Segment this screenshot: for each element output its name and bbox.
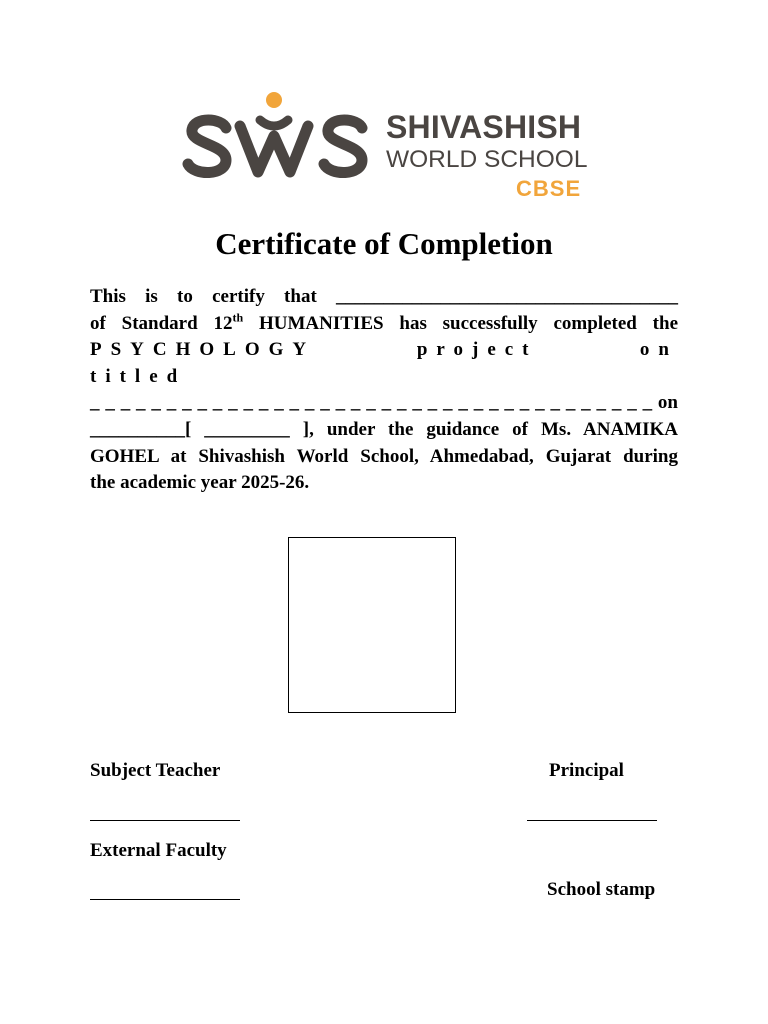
- body-line-1: This is to certify that ____________________________________: [90, 286, 678, 307]
- principal-label: Principal: [549, 760, 624, 781]
- body-line-2a: of Standard 12: [90, 312, 233, 334]
- body-line-6: GOHEL at Shivashish World School, Ahmedabad, Gujarat during: [90, 445, 678, 467]
- body-line-2b: HUMANITIES has successfully completed the: [243, 312, 678, 334]
- body-line-4: _ _ _ _ _ _ _ _ _ _ _ _ _ _ _ _ _ _ _ _ _ _ _ _ _ _ _ _ _ _ _ _ _ _ _ _ _ on: [90, 392, 678, 414]
- body-line-7: the academic year 2025-26.: [90, 472, 310, 494]
- certificate-title: Certificate of Completion: [215, 226, 553, 261]
- school-stamp-label: School stamp: [547, 879, 656, 900]
- body-line-3: PSYCHOLOGY project on titled: [90, 339, 678, 387]
- body-line-5: __________[ _________ ], under the guidance of Ms. ANAMIKA: [90, 418, 678, 440]
- body-line-2-sup: th: [232, 310, 244, 325]
- school-name-block: [386, 109, 587, 203]
- photo-box: [288, 537, 456, 713]
- school-name: SHIVASHISH: [386, 109, 582, 145]
- principal-signature-line: [527, 820, 657, 821]
- school-subtitle: WORLD SCHOOL: [386, 146, 588, 173]
- subject-teacher-label: Subject Teacher: [90, 760, 221, 781]
- school-board: CBSE: [516, 176, 582, 201]
- external-faculty-label: External Faculty: [90, 840, 227, 861]
- subject-teacher-signature-line: [90, 820, 240, 821]
- certificate-body: [90, 284, 678, 497]
- body-line-2: [90, 311, 678, 338]
- external-faculty-signature-line: [90, 899, 240, 900]
- sws-logo-mark-icon: [182, 92, 382, 212]
- school-logo: [182, 92, 592, 212]
